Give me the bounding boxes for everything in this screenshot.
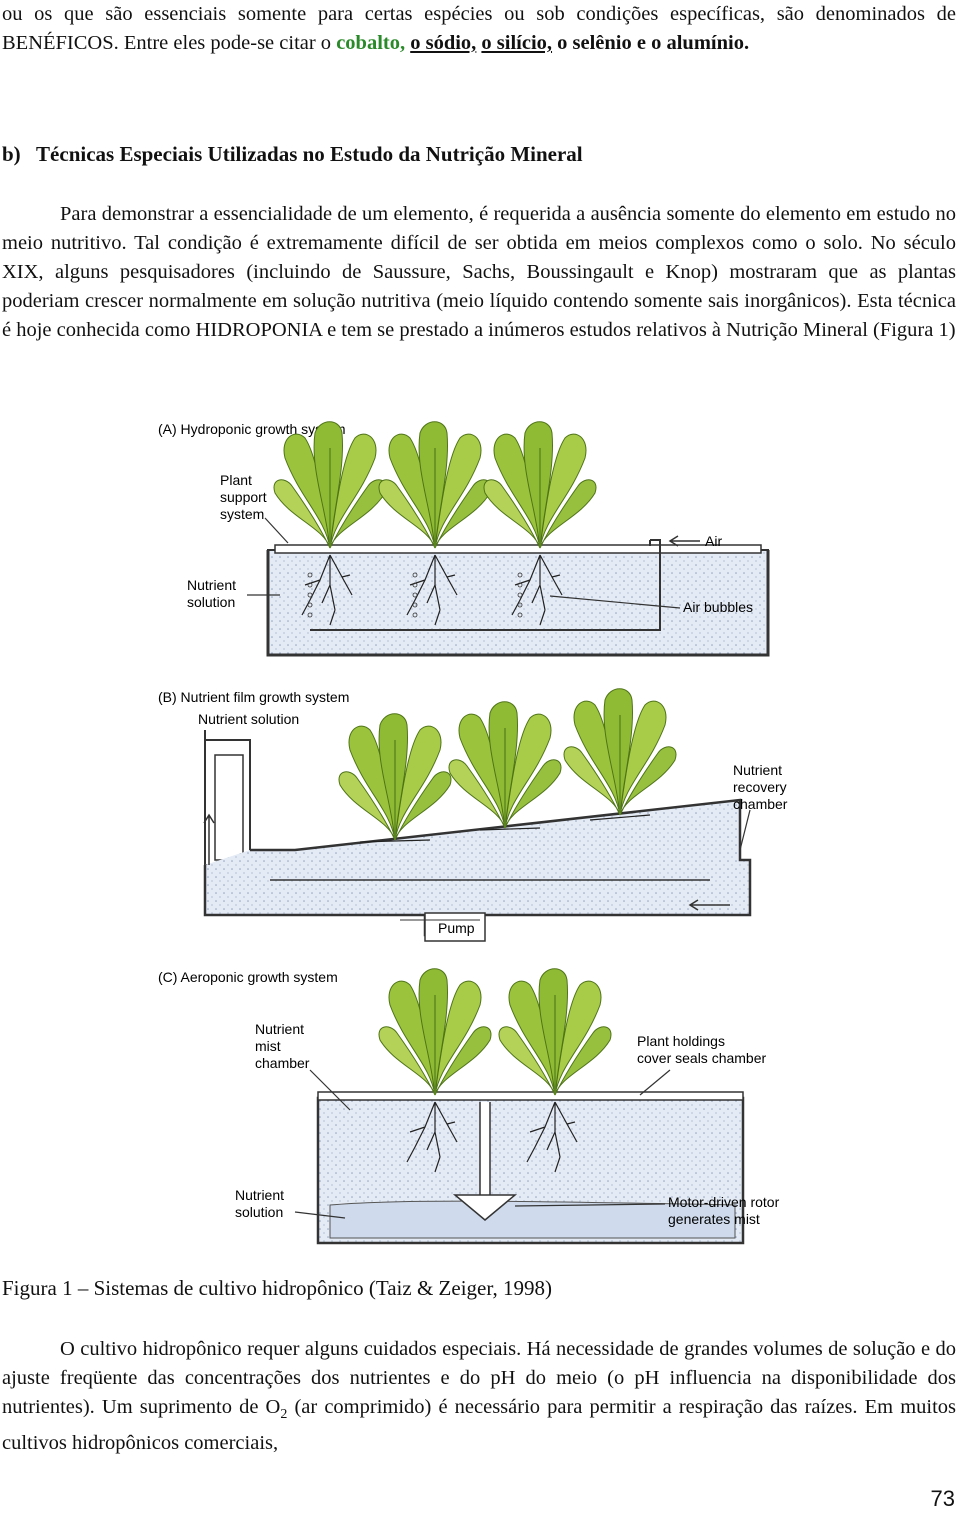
- panel-b-title: (B) Nutrient film growth system: [158, 689, 350, 705]
- label-air-bubbles: Air bubbles: [683, 599, 754, 615]
- closing-subscript: 2: [280, 1407, 288, 1423]
- panel-a-support-board: [275, 545, 761, 553]
- element-cobalto: cobalto,: [336, 32, 406, 54]
- label-nutrient-mist-chamber: Nutrient mist chamber: [255, 1021, 310, 1071]
- figure-caption: Figura 1 – Sistemas de cultivo hidropônico (Taiz & Zeiger, 1998): [2, 1276, 552, 1300]
- label-motor-driven-rotor: Motor-driven rotor generates mist: [668, 1194, 780, 1227]
- label-air: Air: [705, 533, 723, 549]
- section-paragraph: Para demonstrar a essencialidade de um elemento, é requerida a ausência somente do elemento em estudo no meio nutritivo. Tal condição é extremamente difícil de ser obtida em meios complexos como o solo. No século XIX, alguns pesquisadores (incluindo de Saussure, Sachs, Boussingault e Knop) mostraram que as plantas poderiam crescer normalmente em solução nutritiva (meio líquido contendo somente sais inorgânicos). Esta técnica é hoje conhecida como HIDROPONIA e tem se prestado a inúmeros estudos relativos à Nutrição Mineral (Figura 1): [2, 203, 956, 341]
- intro-text: ou os que são essenciais somente para certas espécies ou sob condições específicas, são denominados de BENÉFICOS. Entre eles pode-se citar o: [2, 3, 956, 54]
- label-nutrient-recovery-chamber: Nutrient recovery chamber: [733, 762, 788, 812]
- element-silicio: o silício,: [481, 32, 553, 54]
- closing-text-1: O cultivo hidropônico requer alguns cuidados especiais. Há necessidade de grandes volumes de solução e do ajuste freqüente das concentrações dos nutrientes e do pH do meio (o pH influencia na disponibilidade dos nutrientes). Um suprimento de O: [2, 1338, 956, 1418]
- closing-text-2: (ar comprimido) é necessário para permitir a respiração das raízes. Em muitos cultivos hidropônicos comerciais,: [2, 1396, 957, 1455]
- page-number: 73: [930, 1486, 955, 1511]
- label-plant-support-system: Plant support system: [220, 472, 267, 522]
- hydroponics-figure: [150, 410, 810, 1260]
- closing-paragraph: [2, 1335, 956, 1458]
- panel-a-title: (A) Hydroponic growth system: [158, 421, 346, 437]
- label-pump: Pump: [438, 920, 475, 936]
- elements-rest: o selênio e o alumínio.: [557, 32, 750, 54]
- label-nutrient-solution-a: Nutrient solution: [187, 577, 237, 610]
- panel-c-title: (C) Aeroponic growth system: [158, 969, 338, 985]
- label-nutrient-solution-b: Nutrient solution: [198, 711, 300, 727]
- intro-paragraph: [2, 0, 956, 58]
- element-sodio: o sódio,: [410, 32, 477, 54]
- label-plant-holdings: Plant holdings cover seals chamber: [637, 1033, 767, 1066]
- label-nutrient-solution-c: Nutrient solution: [235, 1187, 285, 1220]
- section-heading: b) Técnicas Especiais Utilizadas no Estudo da Nutrição Mineral: [2, 142, 583, 166]
